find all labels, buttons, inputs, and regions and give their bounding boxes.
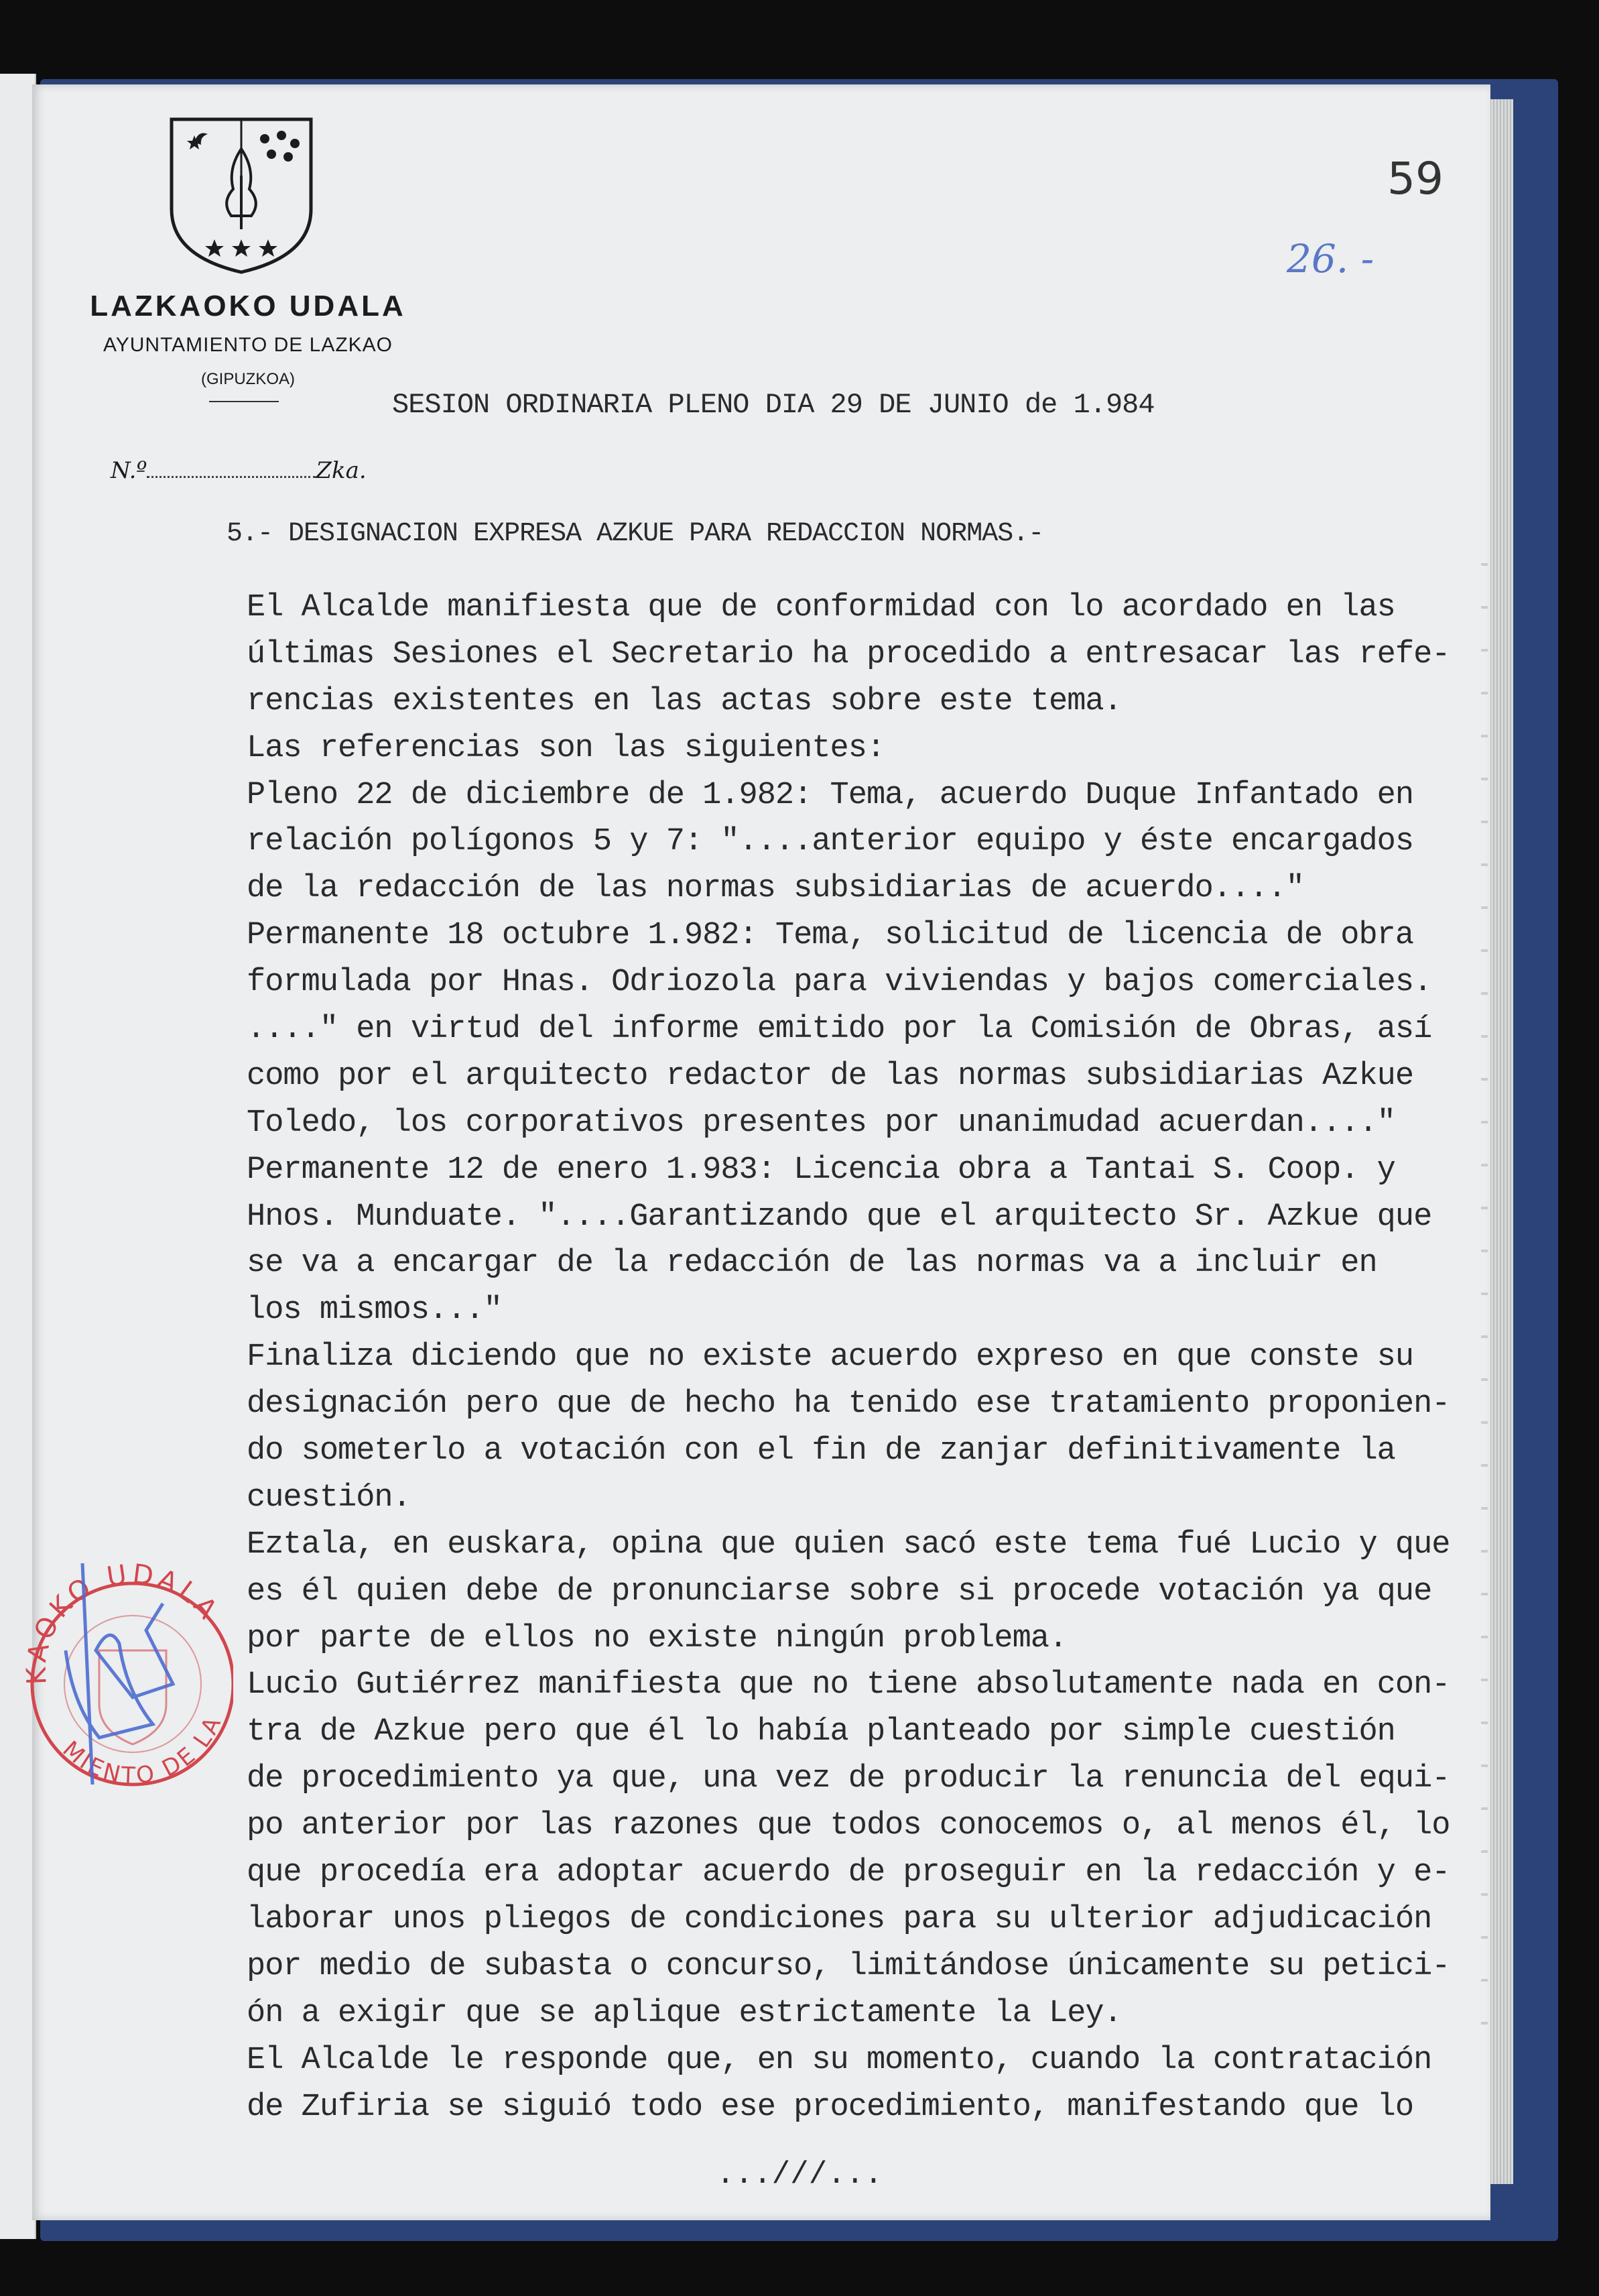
- number-label: N.º: [111, 457, 147, 484]
- body-line: es él quien debe de pronunciarse sobre si procede votación ya que: [247, 1573, 1432, 1610]
- body-line: tra de Azkue pero que él lo había planteado por simple cuestión: [247, 1714, 1395, 1750]
- body-line: Toledo, los corporativos presentes por unanimudad acuerdan....": [247, 1105, 1395, 1141]
- body-line: do someterlo a votación con el fin de zanjar definitivamente la: [247, 1433, 1395, 1469]
- body-line: Finaliza diciendo que no existe acuerdo expreso en que conste su: [247, 1339, 1414, 1376]
- body-line: ...." en virtud del informe emitido por la Comisión de Obras, así: [247, 1012, 1432, 1048]
- body-line: Permanente 12 de enero 1.983: Licencia obra a Tantai S. Coop. y: [247, 1152, 1395, 1188]
- letterhead-divider: [209, 401, 279, 402]
- body-line: designación pero que de hecho ha tenido ese tratamiento proponien-: [247, 1386, 1450, 1423]
- number-suffix: Zka.: [316, 457, 367, 484]
- body-line: El Alcalde le responde que, en su momento, cuando la contratación: [247, 2042, 1432, 2078]
- body-line: formulada por Hnas. Odriozola para viviendas y bajos comerciales.: [247, 965, 1432, 1001]
- facing-page-edge: [0, 74, 36, 2239]
- number-dotted-line: [147, 472, 316, 478]
- body-line: relación polígonos 5 y 7: "....anterior equipo y éste encargados: [247, 824, 1414, 860]
- body-line: por parte de ellos no existe ningún problema.: [247, 1620, 1068, 1656]
- body-line: El Alcalde manifiesta que de conformidad con lo acordado en las: [247, 590, 1395, 625]
- item-title: 5.- DESIGNACION EXPRESA AZKUE PARA REDACCION NORMAS.-: [227, 519, 1044, 549]
- body-line: Permanente 18 octubre 1.982: Tema, solicitud de licencia de obra: [247, 918, 1414, 954]
- body-line: ón a exigir que se aplique estrictamente la Ley.: [247, 1995, 1122, 2031]
- body-line: que procedía era adoptar acuerdo de proseguir en la redacción y e-: [247, 1855, 1450, 1891]
- body-line: de Zufiria se siguió todo ese procedimiento, manifestando que lo: [247, 2089, 1414, 2125]
- body-line: últimas Sesiones el Secretario ha procedido a entresacar las refe-: [247, 636, 1450, 672]
- body-line: Hnos. Munduate. "....Garantizando que el arquitecto Sr. Azkue que: [247, 1199, 1432, 1235]
- organization-name: LAZKAOKO UDALA: [90, 290, 406, 322]
- municipal-stamp: [19, 1550, 233, 1818]
- svg-text:KAOKO UDALA -: KAOKO UDALA: [21, 1559, 226, 1686]
- page-number: 59: [1387, 153, 1444, 204]
- body-line: Las referencias son las siguientes:: [247, 730, 885, 766]
- body-line: como por el arquitecto redactor de las normas subsidiarias Azkue: [247, 1058, 1414, 1094]
- body-line: de la redacción de las normas subsidiarias de acuerdo....": [247, 871, 1304, 907]
- organization-subtitle: AYUNTAMIENTO DE LAZKAO: [103, 334, 393, 356]
- body-line: laborar unos pliegos de condiciones para su ulterior adjudicación: [247, 1901, 1432, 1937]
- svg-text:MIENTO DE LAZKAO: MIENTO DE LA: [57, 1711, 228, 1790]
- body-line: Pleno 22 de diciembre de 1.982: Tema, acuerdo Duque Infantado en: [247, 777, 1414, 813]
- number-field: [111, 457, 367, 484]
- session-title: SESION ORDINARIA PLENO DIA 29 DE JUNIO de 1.984: [392, 389, 1155, 421]
- body-line: po anterior por las razones que todos conocemos o, al menos él, lo: [247, 1808, 1450, 1844]
- body-line: de procedimiento ya que, una vez de producir la renuncia del equi-: [247, 1761, 1450, 1797]
- organization-province: (GIPUZKOA): [200, 370, 295, 388]
- body-line: cuestión.: [247, 1479, 411, 1516]
- body-line: Lucio Gutiérrez manifiesta que no tiene absolutamente nada en con-: [247, 1667, 1450, 1703]
- body-line: los mismos...": [247, 1292, 502, 1329]
- coat-of-arms-logo: [168, 115, 315, 276]
- continuation-marker: ...///...: [716, 2157, 883, 2192]
- body-line: se va a encargar de la redacción de las normas va a incluir en: [247, 1246, 1377, 1282]
- body-line: por medio de subasta o concurso, limitándose únicamente su petici-: [247, 1948, 1450, 1984]
- handwritten-number: 26. -: [1287, 236, 1374, 282]
- body-line: Eztala, en euskara, opina que quien sacó este tema fué Lucio y que: [247, 1526, 1450, 1563]
- body-line: rencias existentes en las actas sobre este tema.: [247, 683, 1122, 719]
- document-body: [247, 585, 1483, 2130]
